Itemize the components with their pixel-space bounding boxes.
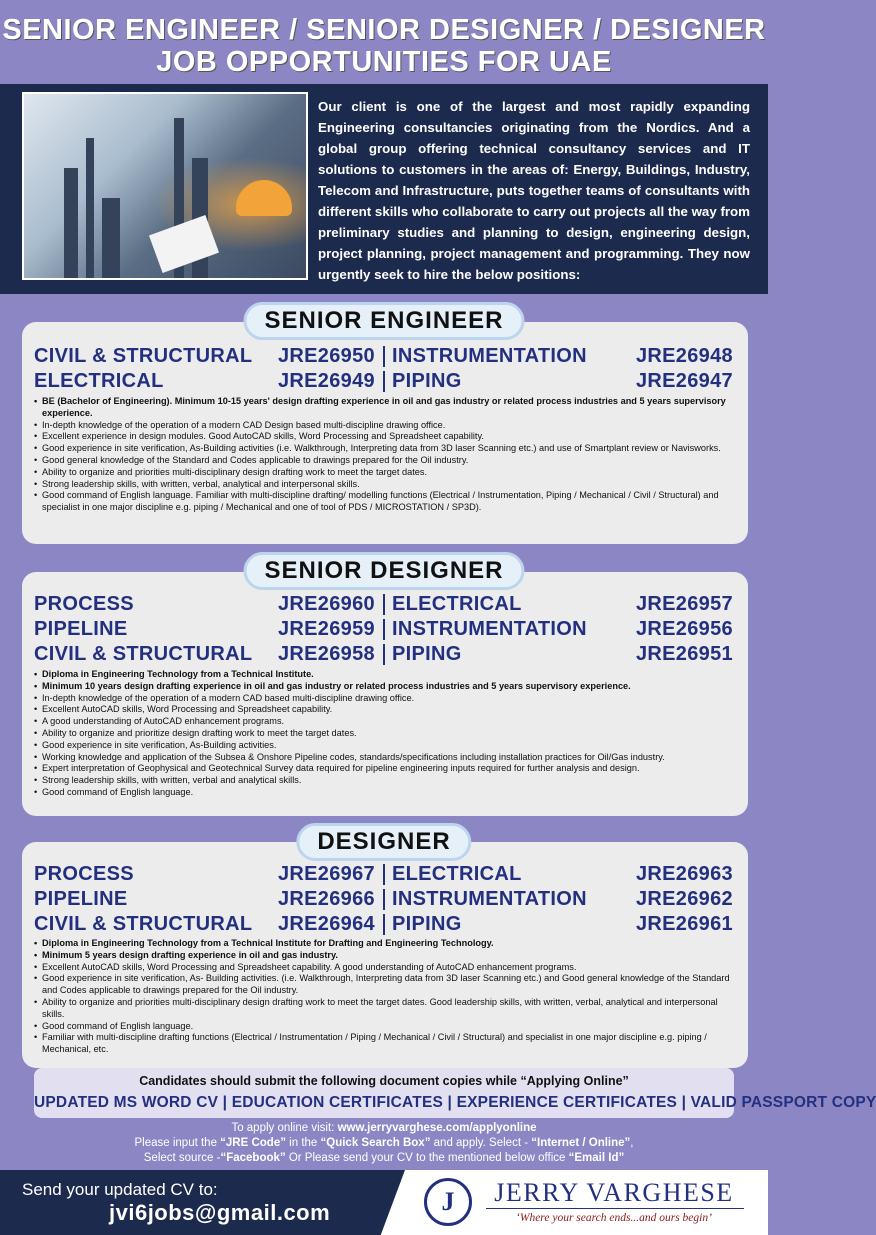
apply-line-1: To apply online visit: www.jerryvarghese.com/applyonline [231,1122,537,1134]
list-item: • Minimum 5 years design drafting experience in oil and gas industry. [34,950,738,962]
job-code: JRE26947 [636,370,733,392]
designer-panel [22,842,748,1068]
position-name: CIVIL & STRUCTURAL [34,345,253,367]
brand-underline [486,1208,744,1209]
list-item: • Diploma in Engineering Technology from a Technical Institute for Drafting and Engineering Technology. [34,938,738,950]
senior-engineer-requirements [34,396,738,514]
list-item: • Familiar with multi-discipline drafting functions (Electrical / Instrumentation / Piping / Mechanical / Civil / Structural) and specialist in one major discipline e.g. piping / Mechanical, etc. [34,1032,738,1056]
list-item: • Good experience in site verification, As-Building activities (i.e. Walkthrough, Interpreting data from 3D laser Scanning etc.) and use of Smartplant review or Navisworks. [34,443,738,455]
position-name: PIPELINE [34,888,128,910]
footer [0,1170,768,1235]
list-item: • Working knowledge and application of the Subsea & Onshore Pipeline codes, standards/specifications including installation practices for Oil/Gas industry. [34,752,738,764]
brand-tagline: ‘Where your search ends...and ours begin’ [516,1212,712,1224]
list-item: • Strong leadership skills, with written, verbal and analytical skills. [34,775,738,787]
apply-line-3: Select source -“Facebook” Or Please send your CV to the mentioned below office “Email Id” [143,1152,625,1164]
code-row [34,369,736,394]
list-item: • Diploma in Engineering Technology from a Technical Institute. [34,669,738,681]
job-code: JRE26957 [636,593,733,615]
list-item: • Good experience in site verification, As-Building activities. [34,740,738,752]
job-code: JRE26967 [278,863,375,885]
job-code: JRE26960 [278,593,375,615]
list-item: • Good general knowledge of the Standard and Codes applicable to drawings prepared for the Oil industry. [34,455,738,467]
job-code: JRE26964 [278,913,375,935]
designer-codes [34,862,736,937]
list-item: • Good experience in site verification, As- Building activities. (i.e. Walkthrough, Interpreting data from 3D laser Scanning etc.) and Good general knowledge of the Standard and Codes applicable to drawings prepared for the Oil industry. [34,973,738,997]
job-code: JRE26951 [636,643,733,665]
documents-box [34,1068,876,1118]
contact-email-link[interactable]: jvi6jobs@gmail.com [109,1200,331,1225]
apply-instructions [0,1121,768,1166]
position-name: PIPING [392,370,462,392]
position-name: INSTRUMENTATION [392,888,587,910]
position-name: ELECTRICAL [392,863,522,885]
engineer-refinery-photo [22,92,308,280]
code-row [34,592,736,617]
list-item: • In-depth knowledge of the operation of a modern CAD based multi-discipline drawing office. [34,693,738,705]
position-name: PROCESS [34,863,134,885]
position-name: INSTRUMENTATION [392,618,587,640]
position-name: PIPING [392,913,462,935]
job-code: JRE26950 [278,345,375,367]
jerry-varghese-logo-icon: J [424,1178,472,1226]
documents-list: UPDATED MS WORD CV | EDUCATION CERTIFICATES | EXPERIENCE CERTIFICATES | VALID PASSPORT COPY [34,1094,876,1111]
job-code: JRE26959 [278,618,375,640]
code-row [34,642,736,667]
apply-url-link[interactable]: www.jerryvarghese.com/applyonline [337,1122,537,1134]
position-name: PIPING [392,643,462,665]
job-code: JRE26948 [636,345,733,367]
job-code: JRE26966 [278,888,375,910]
headline-line-1: SENIOR ENGINEER / SENIOR DESIGNER / DESIGNER [2,14,766,46]
position-name: CIVIL & STRUCTURAL [34,913,253,935]
list-item: • Ability to organize and priorities multi-disciplinary design drafting work to meet the target dates. Good leadership skills, with written, verbal, analytical and interpersonal skills. [34,997,738,1021]
headline-line-2: JOB OPPORTUNITIES FOR UAE [156,46,612,78]
senior-designer-panel [22,572,748,816]
code-row [34,617,736,642]
job-code: JRE26958 [278,643,375,665]
senior-engineer-panel [22,322,748,544]
designer-requirements [34,938,738,1056]
list-item: • Ability to organize and prioritize design drafting work to meet the target dates. [34,728,738,740]
position-name: PROCESS [34,593,134,615]
code-row [34,912,736,937]
list-item: • Ability to organize and priorities multi-disciplinary design drafting work to meet the target dates. [34,467,738,479]
list-item: • Excellent AutoCAD skills, Word Processing and Spreadsheet capability. [34,704,738,716]
position-name: ELECTRICAL [392,593,522,615]
position-name: INSTRUMENTATION [392,345,587,367]
job-code: JRE26961 [636,913,733,935]
list-item: • Expert interpretation of Geophysical and Geotechnical Survey data required for pipeline engineering inputs required for further analysis and design. [34,763,738,775]
list-item: • Good command of English language. [34,1021,738,1033]
intro-paragraph: Our client is one of the largest and most rapidly expanding Engineering consultancies originating from the Nordics. And a global group offering technical consultancy services and IT solutions to customers in the areas of: Energy, Buildings, Industry, Telecom and Infrastructure, puts together teams of consultants with different skills who collaborate to carry out projects all the way from preliminary studies and planning to design, engineering design, project planning, project management and programming. They now urgently seek to hire the below positions: [318,99,750,282]
list-item: • Excellent experience in design modules. Good AutoCAD skills, Word Processing and Spreadsheet capability. [34,431,738,443]
page-headline [0,0,768,84]
code-row [34,344,736,369]
job-code: JRE26956 [636,618,733,640]
list-item: • Strong leadership skills, with written, verbal, analytical and interpersonal skills. [34,479,738,491]
send-cv-label: Send your updated CV to: [22,1180,218,1199]
list-item: • A good understanding of AutoCAD enhancement programs. [34,716,738,728]
position-name: ELECTRICAL [34,370,164,392]
intro-band [0,84,768,294]
senior-designer-codes [34,592,736,667]
list-item: • Minimum 10 years design drafting experience in oil and gas industry or related process industries and 5 years supervisory experience. [34,681,738,693]
documents-intro: Candidates should submit the following document copies while “Applying Online” [139,1074,629,1088]
position-name: PIPELINE [34,618,128,640]
job-code: JRE26949 [278,370,375,392]
code-row [34,862,736,887]
list-item: • Excellent AutoCAD skills, Word Processing and Spreadsheet capability. A good understanding of AutoCAD enhancement programs. [34,962,738,974]
list-item: • In-depth knowledge of the operation of a modern CAD Design based multi-discipline drawing office. [34,420,738,432]
list-item: • BE (Bachelor of Engineering). Minimum 10-15 years' design drafting experience in oil and gas industry or related process industries and 5 years supervisory experience. [34,396,738,420]
code-row [34,887,736,912]
list-item: • Good command of English language. Familiar with multi-discipline drafting/ modelling functions (Electrical / Instrumentation, Piping / Mechanical / Civil / Structural) and specialist in one major discipline e.g. piping / Mechanical and one of tool of PDS / MICROSTATION / SP3D). [34,490,738,514]
position-name: CIVIL & STRUCTURAL [34,643,253,665]
apply-line-2: Please input the “JRE Code” in the “Quick Search Box” and apply. Select - “Internet / Online”, [134,1137,634,1149]
designer-heading: DESIGNER [296,823,471,861]
senior-designer-heading: SENIOR DESIGNER [243,552,524,590]
job-code: JRE26962 [636,888,733,910]
brand-name: JERRY VARGHESE [494,1178,734,1207]
list-item: • Good command of English language. [34,787,738,799]
senior-engineer-heading: SENIOR ENGINEER [243,302,524,340]
job-code: JRE26963 [636,863,733,885]
senior-engineer-codes [34,344,736,394]
senior-designer-requirements [34,669,738,799]
